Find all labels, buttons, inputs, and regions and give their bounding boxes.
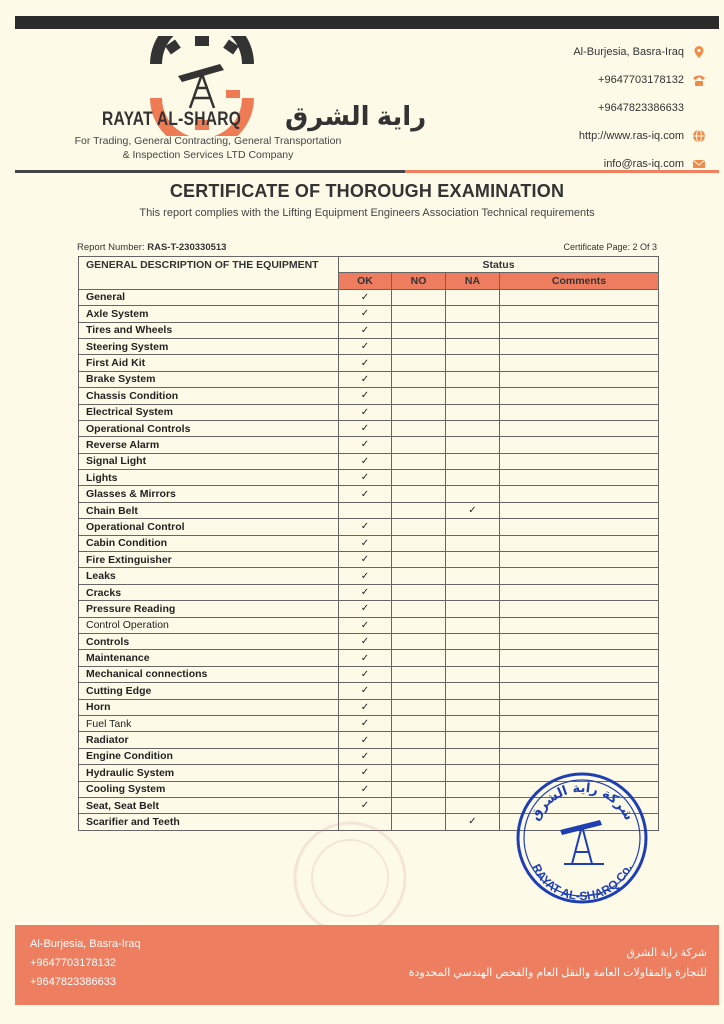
location-icon	[692, 45, 706, 59]
status-ok-cell	[339, 748, 392, 764]
equipment-item: Brake System	[79, 371, 339, 387]
checkmark-icon: ✓	[360, 341, 370, 353]
comments-cell	[500, 404, 659, 420]
status-ok-cell	[339, 650, 392, 666]
comments-cell	[500, 650, 659, 666]
header-rule-orange	[405, 170, 719, 173]
checkmark-icon: ✓	[360, 652, 370, 664]
footer-contacts	[30, 935, 141, 992]
equipment-item: Chain Belt	[79, 502, 339, 518]
status-na-cell	[446, 699, 500, 715]
checkmark-icon: ✓	[360, 750, 370, 762]
status-ok-cell	[339, 552, 392, 568]
status-ok-cell	[339, 453, 392, 469]
status-na-cell	[446, 289, 500, 305]
equipment-item: Cracks	[79, 584, 339, 600]
status-ok-cell	[339, 584, 392, 600]
status-na-cell	[446, 584, 500, 600]
status-na-cell	[446, 470, 500, 486]
equipment-item: Radiator	[79, 732, 339, 748]
table-row	[79, 715, 659, 731]
comments-cell	[500, 699, 659, 715]
status-na-cell	[446, 355, 500, 371]
equipment-item: Electrical System	[79, 404, 339, 420]
equipment-item: Leaks	[79, 568, 339, 584]
contact-email[interactable]: info@ras-iq.com	[573, 150, 706, 178]
checkmark-icon: ✓	[360, 455, 370, 467]
status-na-cell	[446, 601, 500, 617]
checkmark-icon: ✓	[360, 423, 370, 435]
table-row	[79, 486, 659, 502]
comments-cell	[500, 502, 659, 518]
status-ok-cell	[339, 322, 392, 338]
equipment-item: General	[79, 289, 339, 305]
table-row	[79, 666, 659, 682]
status-ok-cell	[339, 420, 392, 436]
equipment-item: Pressure Reading	[79, 601, 339, 617]
checkmark-icon: ✓	[360, 767, 370, 779]
comments-cell	[500, 601, 659, 617]
status-na-cell	[446, 748, 500, 764]
report-number: Report Number: RAS-T-230330513	[77, 242, 227, 253]
equipment-status-table	[78, 256, 659, 831]
equipment-item: Horn	[79, 699, 339, 715]
status-na-cell	[446, 453, 500, 469]
phone-icon	[692, 73, 706, 87]
equipment-item: Signal Light	[79, 453, 339, 469]
status-na-cell	[446, 650, 500, 666]
equipment-item: Hydraulic System	[79, 765, 339, 781]
status-ok-cell	[339, 371, 392, 387]
checkmark-icon: ✓	[360, 636, 370, 648]
status-na-cell	[446, 502, 500, 518]
status-ok-cell	[339, 535, 392, 551]
checkmark-icon: ✓	[360, 472, 370, 484]
status-no-cell	[392, 371, 446, 387]
comments-cell	[500, 486, 659, 502]
comments-cell	[500, 568, 659, 584]
col-no-header: NO	[392, 273, 446, 289]
table-row	[79, 699, 659, 715]
status-no-cell	[392, 552, 446, 568]
equipment-item: Operational Control	[79, 519, 339, 535]
footer-phone-2[interactable]: +9647823386633	[30, 976, 116, 988]
table-row	[79, 633, 659, 649]
status-no-cell	[392, 633, 446, 649]
status-na-cell	[446, 715, 500, 731]
equipment-item: Lights	[79, 470, 339, 486]
comments-cell	[500, 388, 659, 404]
table-row	[79, 601, 659, 617]
status-na-cell	[446, 666, 500, 682]
report-number-value: RAS-T-230330513	[147, 242, 227, 253]
status-na-cell	[446, 437, 500, 453]
status-header: Status	[339, 257, 659, 273]
comments-cell	[500, 355, 659, 371]
status-no-cell	[392, 617, 446, 633]
checkmark-icon: ✓	[360, 308, 370, 320]
checkmark-icon: ✓	[360, 291, 370, 303]
status-ok-cell	[339, 683, 392, 699]
globe-icon	[692, 129, 706, 143]
status-na-cell	[446, 535, 500, 551]
certificate-subtitle: This report complies with the Lifting Equipment Engineers Association Technical requirements	[139, 207, 595, 219]
equipment-item: Seat, Seat Belt	[79, 797, 339, 813]
checkmark-icon: ✓	[360, 685, 370, 697]
status-na-cell	[446, 814, 500, 830]
checkmark-icon: ✓	[360, 324, 370, 336]
checkmark-icon: ✓	[360, 357, 370, 369]
contact-website[interactable]: http://www.ras-iq.com	[573, 122, 706, 150]
status-na-cell	[446, 388, 500, 404]
status-na-cell	[446, 306, 500, 322]
comments-cell	[500, 437, 659, 453]
equipment-item: Steering System	[79, 338, 339, 354]
table-row	[79, 584, 659, 600]
comments-cell	[500, 306, 659, 322]
status-na-cell	[446, 732, 500, 748]
checkmark-icon: ✓	[360, 373, 370, 385]
status-no-cell	[392, 388, 446, 404]
status-no-cell	[392, 601, 446, 617]
checkmark-icon: ✓	[360, 718, 370, 730]
contact-address: Al-Burjesia, Basra-Iraq	[573, 38, 706, 66]
footer-ar-company: شركة راية الشرق	[626, 947, 707, 959]
table-row	[79, 437, 659, 453]
comments-cell	[500, 617, 659, 633]
stamp-text-ar: شركة راية الشرق	[527, 780, 637, 824]
checkmark-icon: ✓	[360, 439, 370, 451]
status-ok-cell	[339, 404, 392, 420]
table-row	[79, 650, 659, 666]
status-ok-cell	[339, 666, 392, 682]
equipment-item: Tires and Wheels	[79, 322, 339, 338]
checkmark-icon: ✓	[360, 390, 370, 402]
table-row	[79, 502, 659, 518]
comments-cell	[500, 535, 659, 551]
status-no-cell	[392, 404, 446, 420]
status-na-cell	[446, 568, 500, 584]
equipment-item: Reverse Alarm	[79, 437, 339, 453]
status-no-cell	[392, 322, 446, 338]
equipment-item: Fuel Tank	[79, 715, 339, 731]
contact-phone-2[interactable]: +9647823386633	[598, 102, 684, 114]
footer-ar-description: للتجارة والمقاولات العامة والنقل العام والفحص الهندسي المحدودة	[408, 967, 707, 979]
checkmark-icon: ✓	[468, 816, 477, 828]
status-ok-cell	[339, 355, 392, 371]
equipment-item: Control Operation	[79, 617, 339, 633]
checkmark-icon: ✓	[360, 406, 370, 418]
status-na-cell	[446, 420, 500, 436]
equipment-item: Mechanical connections	[79, 666, 339, 682]
status-ok-cell	[339, 388, 392, 404]
checkmark-icon: ✓	[360, 734, 370, 746]
comments-cell	[500, 322, 659, 338]
table-row	[79, 552, 659, 568]
status-na-cell	[446, 371, 500, 387]
comments-cell	[500, 289, 659, 305]
status-no-cell	[392, 470, 446, 486]
comments-cell	[500, 748, 659, 764]
table-row	[79, 617, 659, 633]
status-ok-cell	[339, 781, 392, 797]
table-row	[79, 371, 659, 387]
equipment-item: Maintenance	[79, 650, 339, 666]
equipment-item: Glasses & Mirrors	[79, 486, 339, 502]
status-ok-cell	[339, 568, 392, 584]
status-ok-cell	[339, 765, 392, 781]
status-no-cell	[392, 437, 446, 453]
checkmark-icon: ✓	[360, 537, 370, 549]
equipment-item: Fire Extinguisher	[79, 552, 339, 568]
comments-cell	[500, 552, 659, 568]
status-na-cell	[446, 519, 500, 535]
equipment-rows	[79, 289, 659, 830]
table-row	[79, 420, 659, 436]
comments-cell	[500, 683, 659, 699]
status-ok-cell	[339, 732, 392, 748]
certificate-page: Certificate Page: 2 Of 3	[563, 242, 657, 252]
equipment-item: Cooling System	[79, 781, 339, 797]
footer-arabic	[409, 943, 707, 983]
table-row	[79, 470, 659, 486]
company-logo	[40, 36, 427, 136]
status-ok-cell	[339, 699, 392, 715]
table-row	[79, 404, 659, 420]
status-na-cell	[446, 683, 500, 699]
status-ok-cell	[339, 289, 392, 305]
status-ok-cell	[339, 306, 392, 322]
status-na-cell	[446, 552, 500, 568]
comments-cell	[500, 420, 659, 436]
col-na-header: NA	[446, 273, 500, 289]
checkmark-icon: ✓	[360, 521, 370, 533]
status-no-cell	[392, 765, 446, 781]
status-no-cell	[392, 699, 446, 715]
table-row	[79, 355, 659, 371]
equipment-item: Scarifier and Teeth	[79, 814, 339, 830]
checkmark-icon: ✓	[360, 701, 370, 713]
certificate-title: CERTIFICATE OF THOROUGH EXAMINATION	[169, 181, 565, 201]
status-na-cell	[446, 617, 500, 633]
mail-icon	[692, 157, 706, 171]
equipment-item: Cabin Condition	[79, 535, 339, 551]
table-row	[79, 748, 659, 764]
status-na-cell	[446, 765, 500, 781]
checkmark-icon: ✓	[360, 554, 370, 566]
faded-stamp-icon	[290, 818, 410, 938]
comments-cell	[500, 732, 659, 748]
footer-address: Al-Burjesia, Basra-Iraq	[30, 938, 141, 950]
comments-cell	[500, 715, 659, 731]
comments-cell	[500, 519, 659, 535]
comments-cell	[500, 453, 659, 469]
status-na-cell	[446, 797, 500, 813]
table-row	[79, 289, 659, 305]
status-no-cell	[392, 715, 446, 731]
equipment-item: Controls	[79, 633, 339, 649]
table-row	[79, 322, 659, 338]
comments-cell	[500, 470, 659, 486]
status-ok-cell	[339, 486, 392, 502]
status-ok-cell	[339, 633, 392, 649]
comments-cell	[500, 584, 659, 600]
table-row	[79, 388, 659, 404]
equipment-item: Axle System	[79, 306, 339, 322]
status-ok-cell	[339, 502, 392, 518]
company-name-en: RAYAT AL-SHARQ	[102, 109, 242, 130]
status-na-cell	[446, 781, 500, 797]
table-row	[79, 453, 659, 469]
status-no-cell	[392, 781, 446, 797]
stamp-text-en: RAYAT AL-SHARQ Co.	[529, 861, 635, 904]
status-na-cell	[446, 486, 500, 502]
contact-phone-1[interactable]: +9647703178132	[573, 66, 706, 94]
status-no-cell	[392, 666, 446, 682]
status-na-cell	[446, 633, 500, 649]
status-ok-cell	[339, 617, 392, 633]
checkmark-icon: ✓	[360, 488, 370, 500]
checkmark-icon: ✓	[360, 783, 370, 795]
status-na-cell	[446, 322, 500, 338]
footer-phone-1[interactable]: +9647703178132	[30, 957, 116, 969]
company-name-ar: راية الشرق	[285, 101, 427, 131]
checkmark-icon: ✓	[360, 800, 370, 812]
col-ok-header: OK	[339, 273, 392, 289]
equipment-item: First Aid Kit	[79, 355, 339, 371]
status-no-cell	[392, 584, 446, 600]
status-ok-cell	[339, 797, 392, 813]
table-row	[79, 568, 659, 584]
contact-block	[573, 38, 706, 178]
equipment-item: Engine Condition	[79, 748, 339, 764]
table-row	[79, 519, 659, 535]
status-no-cell	[392, 502, 446, 518]
table-row	[79, 732, 659, 748]
comments-cell	[500, 633, 659, 649]
comments-cell	[500, 371, 659, 387]
page-footer	[15, 925, 719, 1005]
checkmark-icon: ✓	[360, 619, 370, 631]
checkmark-icon: ✓	[360, 587, 370, 598]
table-row	[79, 306, 659, 322]
status-ok-cell	[339, 715, 392, 731]
equipment-item: Chassis Condition	[79, 388, 339, 404]
status-ok-cell	[339, 470, 392, 486]
status-no-cell	[392, 683, 446, 699]
status-no-cell	[392, 338, 446, 354]
status-no-cell	[392, 453, 446, 469]
status-na-cell	[446, 404, 500, 420]
status-no-cell	[392, 420, 446, 436]
status-no-cell	[392, 289, 446, 305]
status-no-cell	[392, 535, 446, 551]
status-no-cell	[392, 748, 446, 764]
status-ok-cell	[339, 437, 392, 453]
checkmark-icon: ✓	[360, 668, 370, 680]
table-row	[79, 338, 659, 354]
status-ok-cell	[339, 519, 392, 535]
status-no-cell	[392, 306, 446, 322]
description-header: GENERAL DESCRIPTION OF THE EQUIPMENT	[79, 257, 339, 290]
comments-cell	[500, 666, 659, 682]
checkmark-icon: ✓	[360, 570, 370, 582]
status-no-cell	[392, 732, 446, 748]
table-row	[79, 683, 659, 699]
table-row	[79, 535, 659, 551]
checkmark-icon: ✓	[468, 505, 477, 517]
col-comments-header: Comments	[500, 273, 659, 289]
status-no-cell	[392, 486, 446, 502]
stamp-seal-icon	[512, 768, 652, 908]
header-rule-dark	[15, 170, 405, 173]
equipment-item: Cutting Edge	[79, 683, 339, 699]
status-ok-cell	[339, 338, 392, 354]
status-no-cell	[392, 797, 446, 813]
status-ok-cell	[339, 601, 392, 617]
status-no-cell	[392, 650, 446, 666]
company-stamp	[512, 768, 652, 908]
equipment-item: Operational Controls	[79, 420, 339, 436]
checkmark-icon: ✓	[360, 603, 370, 615]
comments-cell	[500, 338, 659, 354]
top-bar	[15, 16, 719, 29]
company-tagline: For Trading, General Contracting, General Transportation & Inspection Services LTD Company	[74, 135, 342, 161]
status-no-cell	[392, 568, 446, 584]
status-na-cell	[446, 338, 500, 354]
status-no-cell	[392, 519, 446, 535]
status-no-cell	[392, 355, 446, 371]
